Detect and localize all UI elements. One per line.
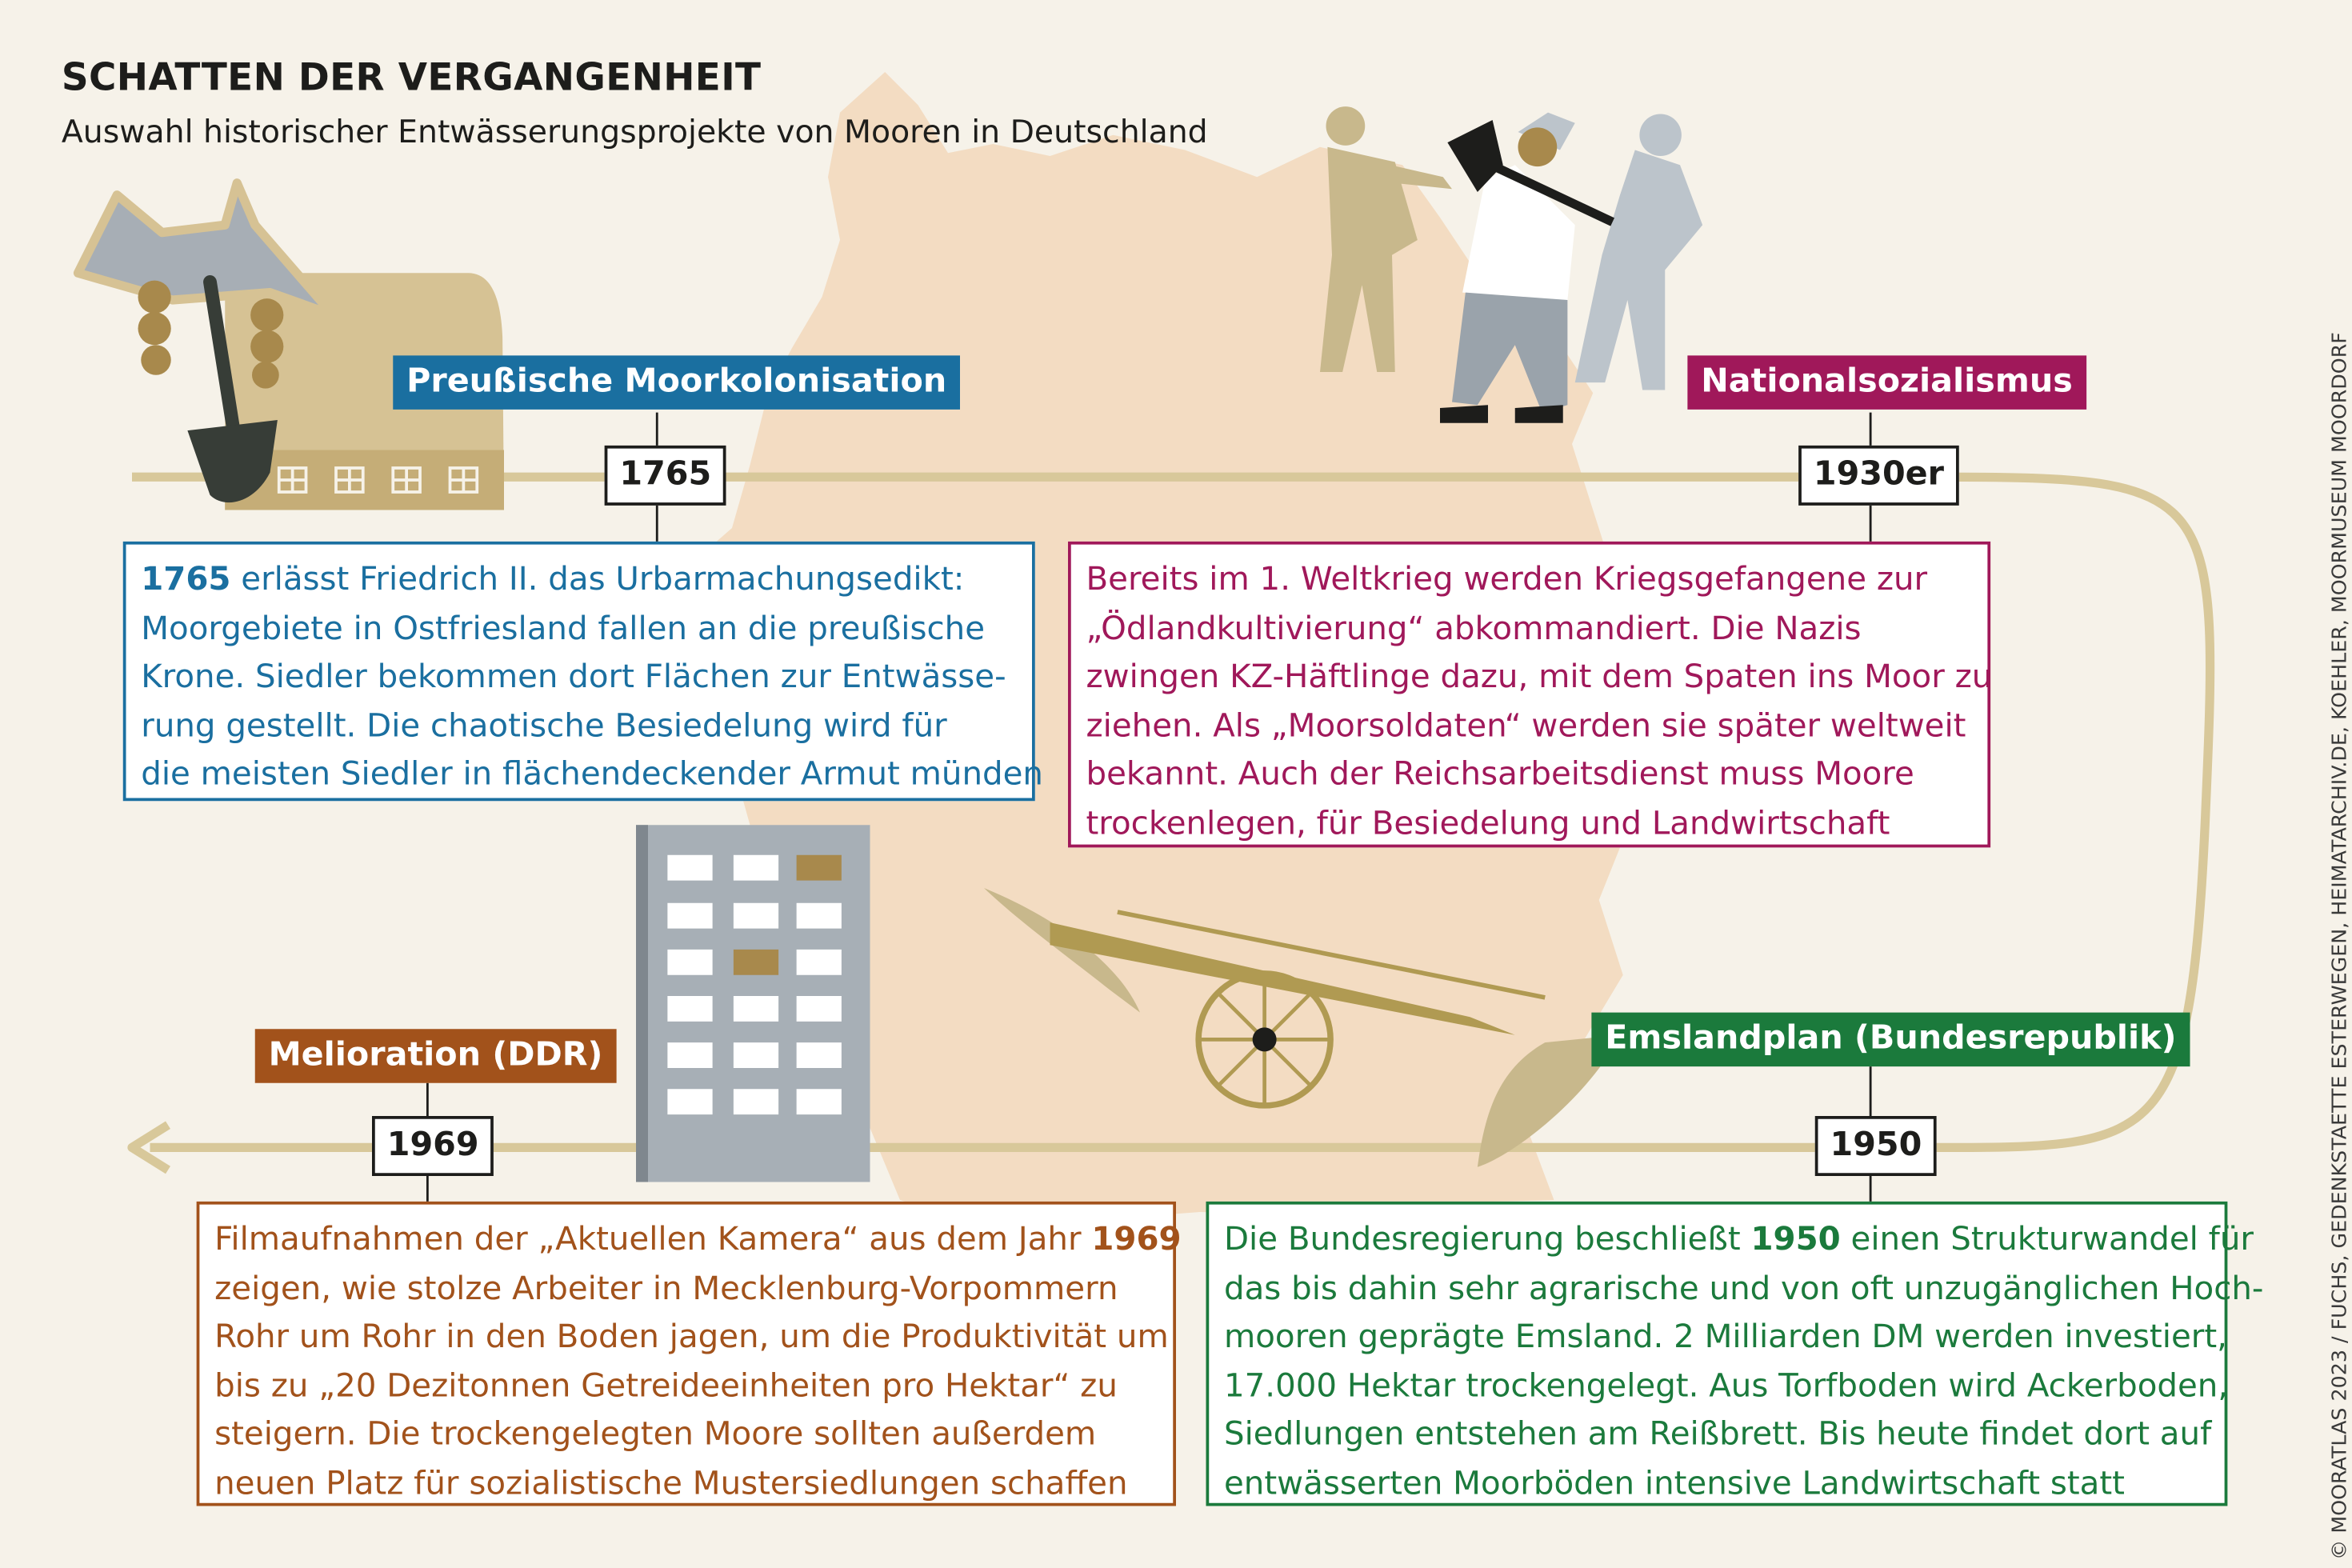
era-label-prussia: Preußische Moorkolonisation bbox=[393, 355, 960, 410]
event-text-segment: erlässt Friedrich II. das Urbarmachungsedikt: bbox=[230, 561, 965, 599]
event-text-line bbox=[214, 1412, 1158, 1461]
event-text-line bbox=[1224, 1217, 2254, 1266]
event-text-line bbox=[141, 606, 1017, 654]
event-text-segment: bekannt. Auch der Reichsarbeitsdienst muss Moore bbox=[1086, 756, 1914, 794]
year-badge-1969: 1969 bbox=[372, 1116, 494, 1176]
event-text-line bbox=[1224, 1461, 2210, 1510]
event-text-line bbox=[141, 752, 1044, 801]
event-text-segment: rung gestellt. Die chaotische Besiedelung wird für bbox=[141, 707, 947, 746]
event-text-segment: bis zu „20 Dezitonnen Getreideeinheiten pro Hektar“ zu bbox=[214, 1367, 1118, 1406]
event-text-box bbox=[197, 1202, 1182, 1506]
event-text-highlight: 1969 bbox=[1091, 1221, 1182, 1259]
event-text-segment: steigern. Die trockengelegten Moore sollten außerdem bbox=[214, 1416, 1097, 1454]
event-text-segment: entwässerten Moorböden intensive Landwirtschaft statt bbox=[1224, 1465, 2125, 1503]
event-text-box bbox=[1206, 1202, 2264, 1506]
event-text-segment: 17.000 Hektar trockengelegt. Aus Torfboden wird Ackerboden, bbox=[1224, 1367, 2229, 1406]
event-text-segment: ziehen. Als „Moorsoldaten“ werden sie später weltweit bbox=[1086, 707, 1966, 746]
event-text-line bbox=[214, 1461, 1158, 1510]
event-text-line bbox=[1086, 557, 1973, 606]
event-text-line bbox=[1086, 703, 1973, 752]
event-text-segment: das bis dahin sehr agrarische und von oft unzugänglichen Hoch- bbox=[1224, 1270, 2264, 1308]
era-label-nationalsozialismus: Nationalsozialismus bbox=[1687, 355, 2086, 410]
year-badge-1950: 1950 bbox=[1815, 1116, 1937, 1176]
era-label-melioration: Melioration (DDR) bbox=[255, 1029, 616, 1083]
event-text-segment: einen Strukturwandel für bbox=[1840, 1221, 2254, 1259]
event-text-segment: mooren geprägte Emsland. 2 Milliarden DM werden investiert, bbox=[1224, 1318, 2227, 1357]
event-text-line bbox=[1224, 1266, 2264, 1314]
event-text-segment: Moorgebiete in Ostfriesland fallen an die preußische bbox=[141, 610, 986, 648]
event-text-line bbox=[1086, 606, 1973, 654]
event-text-box bbox=[1068, 542, 1993, 848]
event-text-line bbox=[214, 1314, 1169, 1363]
event-text-box bbox=[123, 542, 1044, 801]
credit-line: © MOORATLAS 2023 / FUCHS, GEDENKSTAETTE ESTERWEGEN, HEIMATARCHIV.DE, KOEHLER, MOORMUSEUM MOORDORF bbox=[2328, 332, 2352, 1560]
event-text-segment: Filmaufnahmen der „Aktuellen Kamera“ aus dem Jahr bbox=[214, 1221, 1092, 1259]
event-text-segment: zeigen, wie stolze Arbeiter in Mecklenburg-Vorpommern bbox=[214, 1270, 1118, 1308]
page-title: SCHATTEN DER VERGANGENHEIT bbox=[61, 55, 762, 99]
event-text-segment: Krone. Siedler bekommen dort Flächen zur Entwässe- bbox=[141, 658, 1006, 697]
page-subtitle: Auswahl historischer Entwässerungsprojekte von Mooren in Deutschland bbox=[61, 114, 1208, 150]
event-text-highlight: 1765 bbox=[141, 561, 231, 599]
year-badge-1930er: 1930er bbox=[1798, 446, 1959, 506]
event-text-line bbox=[1086, 801, 1973, 850]
event-text-line bbox=[214, 1266, 1158, 1314]
event-text-segment: die meisten Siedler in flächendeckender Armut münden bbox=[141, 756, 1044, 794]
apartment-block-icon bbox=[636, 825, 870, 1182]
event-text-line bbox=[1224, 1412, 2210, 1461]
event-text-highlight: 1950 bbox=[1750, 1221, 1841, 1259]
event-text-segment: Die Bundesregierung beschließt bbox=[1224, 1221, 1751, 1259]
event-text-line bbox=[1224, 1363, 2229, 1412]
event-text-segment: neuen Platz für sozialistische Mustersiedlungen schaffen bbox=[214, 1465, 1128, 1503]
event-text-line bbox=[1086, 752, 1973, 801]
event-text-line bbox=[1086, 654, 1993, 703]
event-text-line bbox=[214, 1363, 1158, 1412]
event-text-line bbox=[141, 557, 1017, 606]
event-text-line bbox=[1224, 1314, 2227, 1363]
event-text-line bbox=[141, 703, 1017, 752]
event-text-segment: zwingen KZ-Häftlinge dazu, mit dem Spaten ins Moor zu bbox=[1086, 658, 1993, 697]
event-text-segment: trockenlegen, für Besiedelung und Landwirtschaft bbox=[1086, 805, 1890, 843]
event-text-line bbox=[214, 1217, 1182, 1266]
event-text-line bbox=[141, 654, 1017, 703]
event-text-segment: „Ödlandkultivierung“ abkommandiert. Die Nazis bbox=[1086, 610, 1862, 648]
event-text-segment: Rohr um Rohr in den Boden jagen, um die Produktivität um bbox=[214, 1318, 1169, 1357]
event-text-segment: Bereits im 1. Weltkrieg werden Kriegsgefangene zur bbox=[1086, 561, 1928, 599]
event-text-segment: Siedlungen entstehen am Reißbrett. Bis heute findet dort auf bbox=[1224, 1416, 2212, 1454]
era-label-emslandplan: Emslandplan (Bundesrepublik) bbox=[1591, 1013, 2190, 1067]
year-badge-1765: 1765 bbox=[605, 446, 726, 506]
